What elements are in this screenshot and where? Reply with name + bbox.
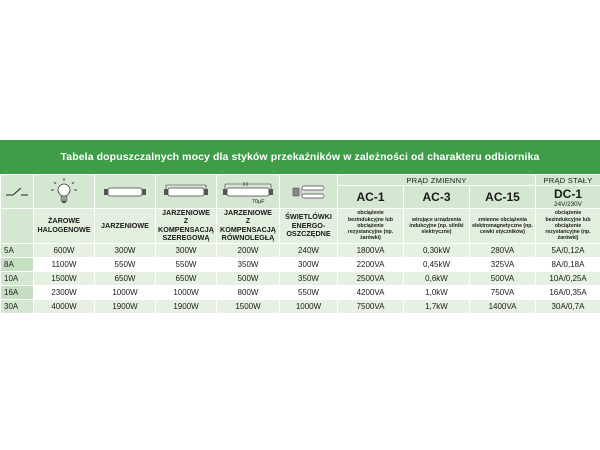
table-cell: 0,45kW [404, 257, 470, 271]
table-cell: 4000W [34, 299, 95, 313]
table-cell: 300W [95, 243, 156, 257]
table-cell: 0,6kW [404, 271, 470, 285]
rated-current-cell: 10A [1, 271, 34, 285]
cfl-icon [291, 182, 327, 202]
header-series: JARZENIOWE Z KOMPENSACJĄ SZEREGOWĄ [156, 209, 217, 244]
header-fluorescent: JARZENIOWE [95, 209, 156, 244]
table-cell: 1500W [34, 271, 95, 285]
data-rows [1, 243, 600, 313]
header-row [1, 209, 600, 244]
table-cell: 16A/0,35A [536, 285, 600, 299]
table-cell: 1,7kW [404, 299, 470, 313]
table-cell: 1900W [95, 299, 156, 313]
table-cell: 325VA [470, 257, 536, 271]
tube-parallel-icon [222, 180, 274, 204]
table-cell: 350W [280, 271, 338, 285]
table-cell: 0,30kW [404, 243, 470, 257]
table-cell: 1100W [34, 257, 95, 271]
table-cell: 300W [280, 257, 338, 271]
dc-group-header [536, 175, 600, 186]
table-cell: 1000W [156, 285, 217, 299]
tube-icon [103, 185, 147, 199]
table-cell: 350W [217, 257, 280, 271]
rated-current-cell: 30A [1, 299, 34, 313]
tube-series-icon [163, 183, 209, 201]
table-cell: 500VA [470, 271, 536, 285]
dc-group-label: PRĄD STAŁY [543, 175, 593, 185]
cat-ac1: AC-1 [338, 186, 404, 209]
rated-current-cell: 5A [1, 243, 34, 257]
table-cell: 1000W [95, 285, 156, 299]
table-cell: 800W [217, 285, 280, 299]
table-row [1, 285, 600, 299]
capacitor-label: 70μF [252, 198, 265, 204]
table-cell: 240W [280, 243, 338, 257]
bulb-icon [49, 177, 79, 207]
table-row [1, 257, 600, 271]
switch-icon [5, 185, 29, 199]
header-parallel: JARZENIOWE Z KOMPENSACJĄ RÓWNOLEGŁĄ [217, 209, 280, 244]
header-halogen: ŻAROWE HALOGENOWE [34, 209, 95, 244]
tube-series-cell [156, 175, 217, 209]
table-cell: 8A/0,18A [536, 257, 600, 271]
icon-row [1, 175, 600, 186]
cat-dc1: DC-1 24V/230V [536, 186, 600, 209]
table-cell: 10A/0,25A [536, 271, 600, 285]
table-cell: 500W [217, 271, 280, 285]
table-cell: 7500VA [338, 299, 404, 313]
table-cell: 5A/0,12A [536, 243, 600, 257]
table-row [1, 243, 600, 257]
table-title: Tabela dopuszczalnych mocy dla styków przekaźników w zależności od charakteru odbiornika [0, 140, 600, 174]
table-cell: 280VA [470, 243, 536, 257]
table-cell: 2500VA [338, 271, 404, 285]
table-cell: 4200VA [338, 285, 404, 299]
bulb-cell [34, 175, 95, 209]
power-table-sheet [0, 140, 600, 314]
table-row [1, 271, 600, 285]
ac-group-header [338, 175, 536, 186]
tube-parallel-cell [217, 175, 280, 209]
rated-current-cell: 16A [1, 285, 34, 299]
table-cell: 1,0kW [404, 285, 470, 299]
header-cfl: ŚWIETLÓWKI ENERGO- OSZCZĘDNE [280, 209, 338, 244]
table-cell: 550W [156, 257, 217, 271]
desc-ac3: wirujące urządzenia indukcyjne (np. silniki elektryczne) [404, 209, 470, 244]
table-cell: 550W [95, 257, 156, 271]
table-cell: 750VA [470, 285, 536, 299]
table-row [1, 299, 600, 313]
desc-dc1: obciążenie bezindukcyjne lub obciążenie rezystancyjne (np. żarówki) [536, 209, 600, 244]
table-cell: 30A/0,7A [536, 299, 600, 313]
tube-cell [95, 175, 156, 209]
header-gap [1, 209, 34, 244]
table-cell: 600W [34, 243, 95, 257]
cat-ac15: AC-15 [470, 186, 536, 209]
table-cell: 650W [156, 271, 217, 285]
desc-ac1: obciążenie bezindukcyjne lub obciążenie rezystancyjne (np. żarówki) [338, 209, 404, 244]
switch-cell [1, 175, 34, 209]
table-cell: 1000W [280, 299, 338, 313]
table-cell: 1400VA [470, 299, 536, 313]
table-cell: 1500W [217, 299, 280, 313]
table-cell: 2300W [34, 285, 95, 299]
table-cell: 650W [95, 271, 156, 285]
rated-current-cell: 8A [1, 257, 34, 271]
table-cell: 200W [217, 243, 280, 257]
cat-ac3: AC-3 [404, 186, 470, 209]
cfl-cell [280, 175, 338, 209]
table-cell: 1900W [156, 299, 217, 313]
desc-ac15: zmienne obciążenia elektromagnetyczne (np. cewki styczników) [470, 209, 536, 244]
table-cell: 550W [280, 285, 338, 299]
ac-group-label: PRĄD ZMIENNY [406, 175, 467, 185]
table-cell: 1800VA [338, 243, 404, 257]
power-table [0, 174, 600, 314]
table-cell: 300W [156, 243, 217, 257]
table-cell: 2200VA [338, 257, 404, 271]
